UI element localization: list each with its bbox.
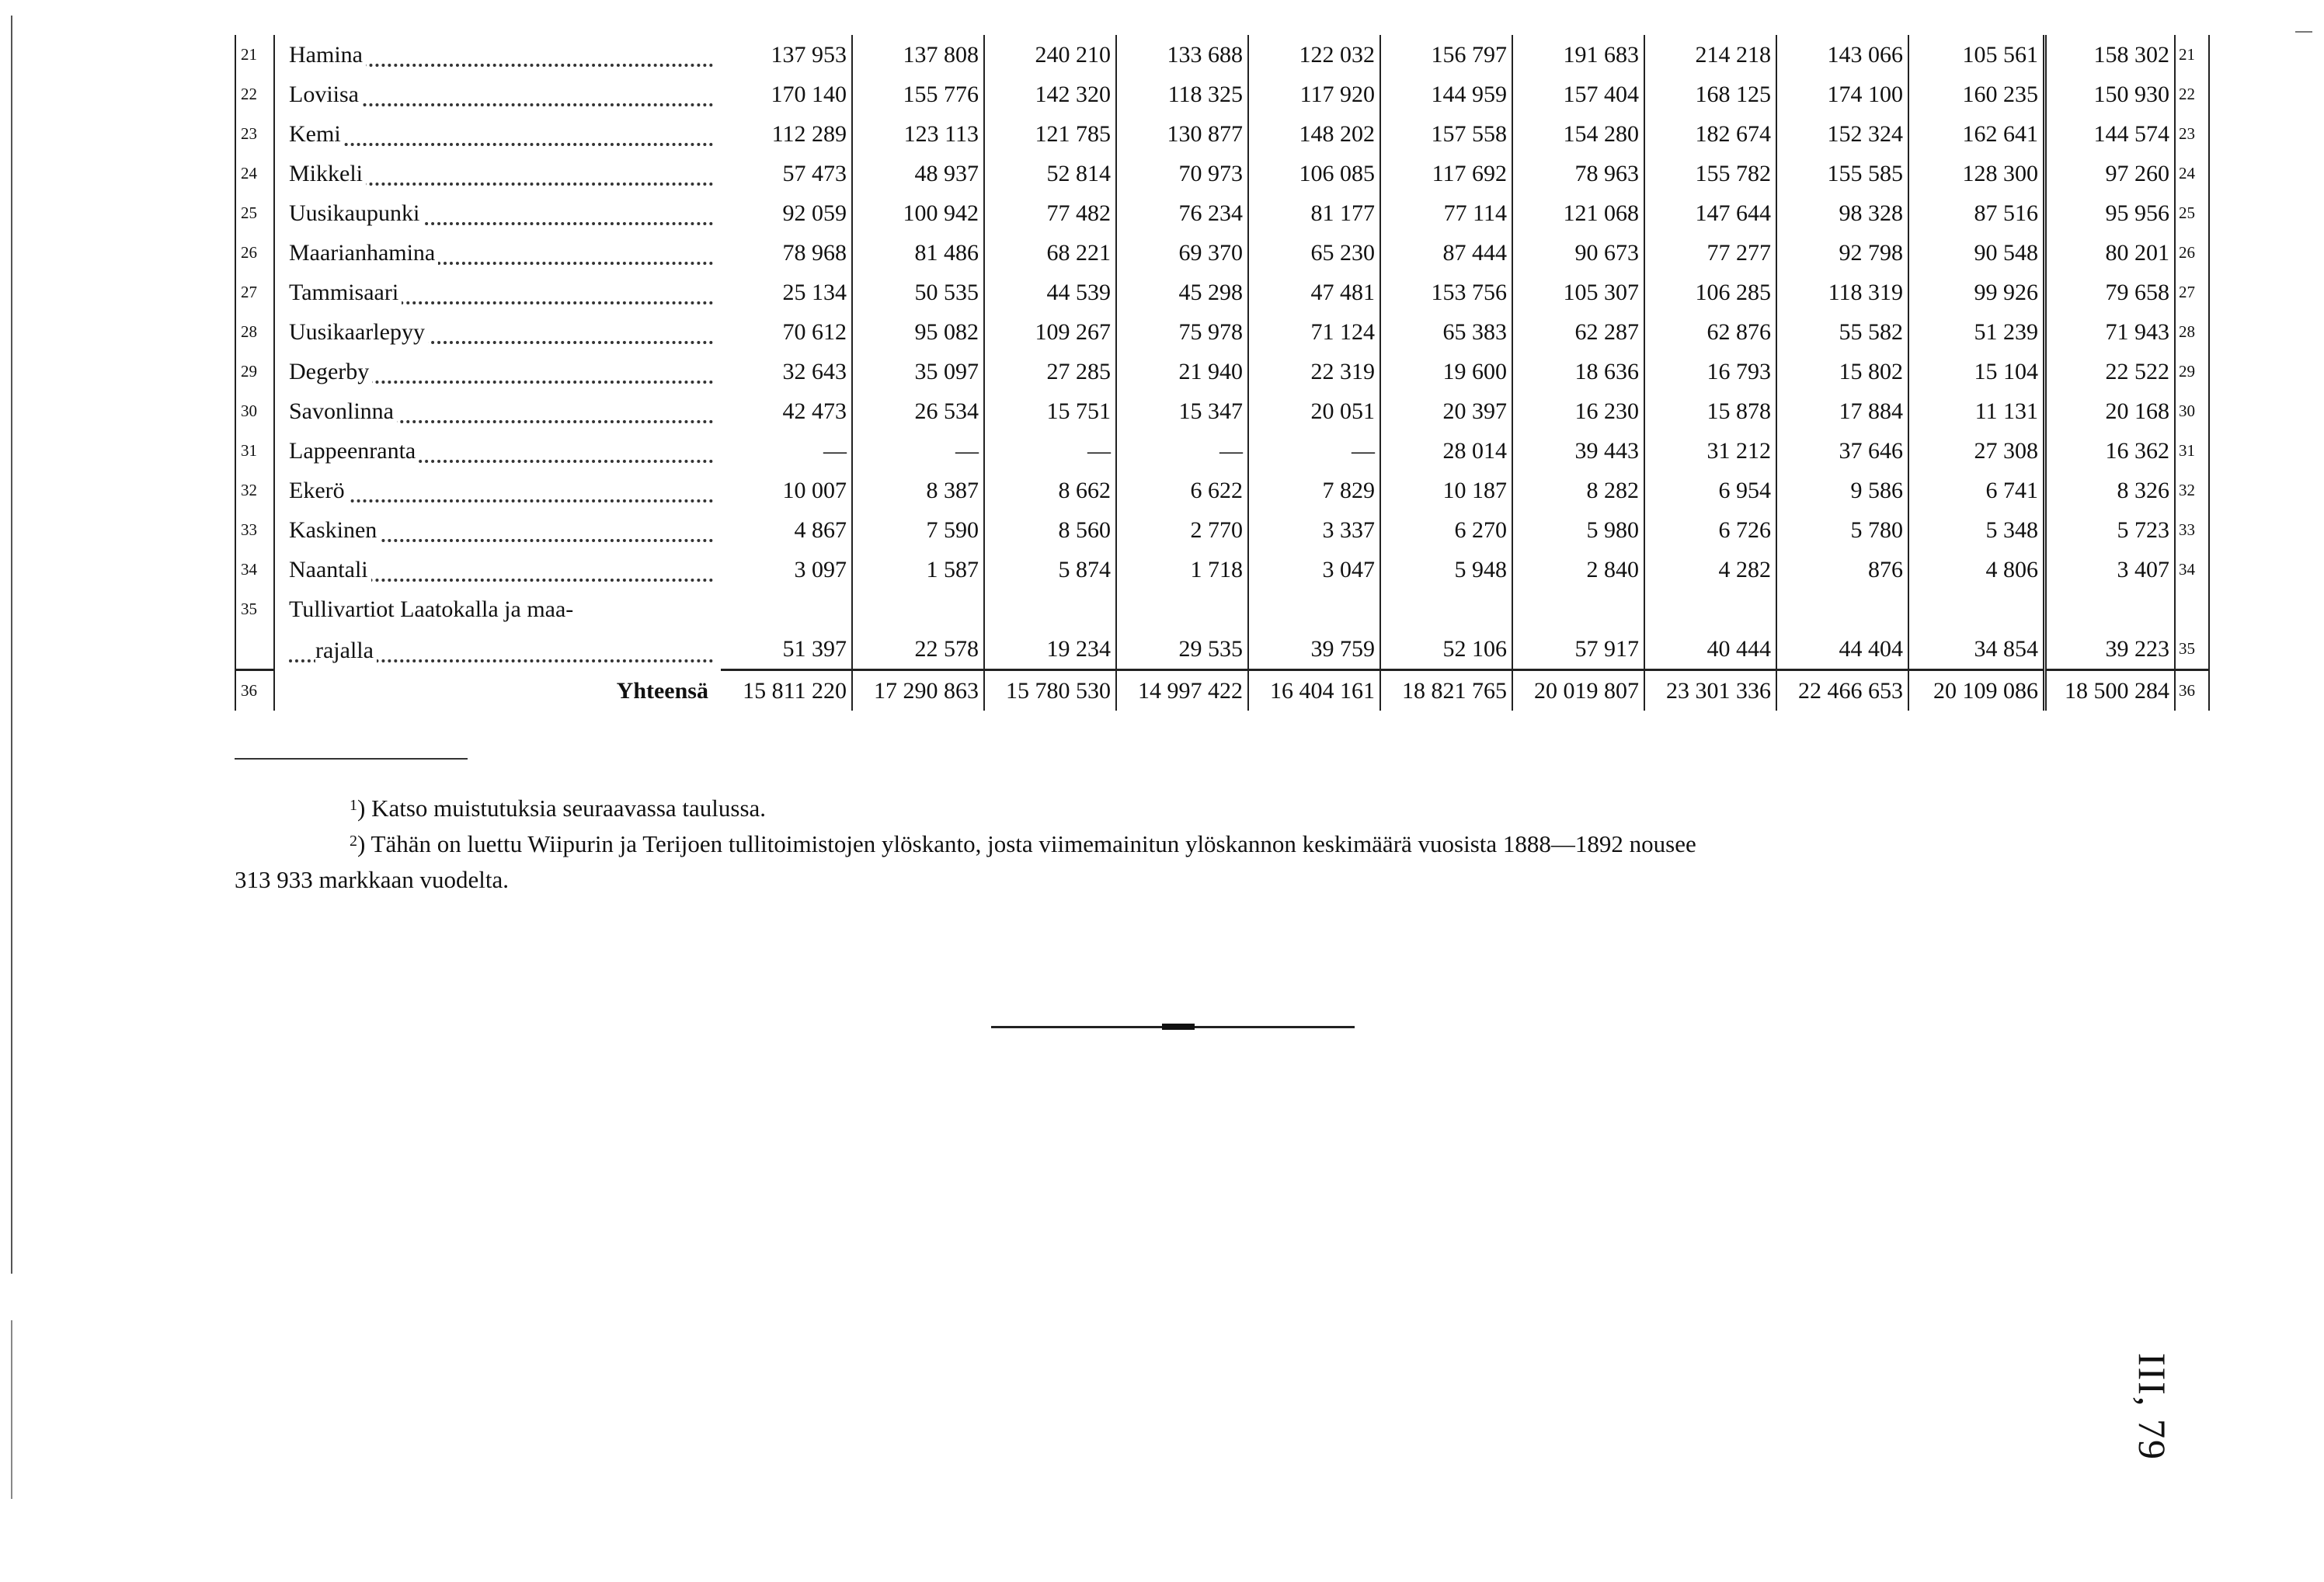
value-cell: 79 658 [2045, 273, 2176, 312]
value-cell: 122 032 [1248, 35, 1380, 75]
value-cell: 118 319 [1776, 273, 1908, 312]
value-cell: 3 337 [1248, 510, 1380, 550]
value-cell: 144 959 [1380, 75, 1512, 114]
value-cell: 81 486 [852, 233, 984, 273]
value-cell: 70 973 [1116, 154, 1248, 193]
value-cell: 154 280 [1512, 114, 1644, 154]
value-cell: 147 644 [1644, 193, 1776, 233]
footnote-separator [235, 758, 468, 760]
place-name: Savonlinna [289, 398, 397, 424]
row-number-right: 26 [2175, 233, 2209, 273]
place-name-cell [274, 431, 721, 471]
empty-cell [1248, 589, 1380, 629]
place-name: rajalla [315, 638, 377, 663]
row-number-right: 31 [2175, 431, 2209, 471]
row-number: 33 [235, 510, 274, 550]
table-row [235, 510, 2209, 550]
empty-cell [1380, 589, 1512, 629]
value-cell: 4 806 [1908, 550, 2045, 589]
value-cell: 81 177 [1248, 193, 1380, 233]
place-name: Yhteensä [616, 678, 708, 704]
value-cell: 4 282 [1644, 550, 1776, 589]
row-number-right: 35 [2175, 629, 2209, 670]
value-cell: 6 954 [1644, 471, 1776, 510]
value-cell: 20 051 [1248, 391, 1380, 431]
value-cell: 34 854 [1908, 629, 2045, 670]
scan-edge-line [11, 1320, 12, 1499]
value-cell: 174 100 [1776, 75, 1908, 114]
value-cell: 62 287 [1512, 312, 1644, 352]
empty-cell [721, 589, 852, 629]
table-row [235, 35, 2209, 75]
row-number-right: 27 [2175, 273, 2209, 312]
value-cell: 20 168 [2045, 391, 2176, 431]
value-cell: 15 347 [1116, 391, 1248, 431]
value-cell: 80 201 [2045, 233, 2176, 273]
value-cell: 70 612 [721, 312, 852, 352]
value-cell: 75 978 [1116, 312, 1248, 352]
table-row [235, 391, 2209, 431]
value-cell: 92 798 [1776, 233, 1908, 273]
value-cell: 77 114 [1380, 193, 1512, 233]
place-name-cell [274, 510, 721, 550]
place-name: Uusikaarlepyy [289, 319, 428, 345]
table-row [235, 431, 2209, 471]
value-cell: 39 759 [1248, 629, 1380, 670]
value-cell: 155 782 [1644, 154, 1776, 193]
value-cell: 15 811 220 [721, 670, 852, 711]
value-cell: 168 125 [1644, 75, 1776, 114]
value-cell: 128 300 [1908, 154, 2045, 193]
value-cell: 876 [1776, 550, 1908, 589]
value-cell: 5 348 [1908, 510, 2045, 550]
value-cell: 87 516 [1908, 193, 2045, 233]
total-row [235, 670, 2209, 711]
table-row [235, 273, 2209, 312]
place-name-cell [274, 391, 721, 431]
value-cell: 15 780 530 [984, 670, 1116, 711]
empty-cell [1116, 589, 1248, 629]
place-name: Naantali [289, 557, 371, 582]
value-cell: 57 473 [721, 154, 852, 193]
footnote-mark: 1 [350, 797, 357, 814]
value-cell: 17 290 863 [852, 670, 984, 711]
empty-cell [1908, 589, 2045, 629]
value-cell: 51 397 [721, 629, 852, 670]
value-cell: 105 561 [1908, 35, 2045, 75]
value-cell: 17 884 [1776, 391, 1908, 431]
value-cell: 155 585 [1776, 154, 1908, 193]
value-cell: 95 956 [2045, 193, 2176, 233]
row-number-right: 30 [2175, 391, 2209, 431]
value-cell: 170 140 [721, 75, 852, 114]
value-cell: 148 202 [1248, 114, 1380, 154]
value-cell: 7 590 [852, 510, 984, 550]
value-cell: 22 522 [2045, 352, 2176, 391]
value-cell: — [1248, 431, 1380, 471]
value-cell: 27 285 [984, 352, 1116, 391]
value-cell: 8 560 [984, 510, 1116, 550]
value-cell: 100 942 [852, 193, 984, 233]
row-number: 24 [235, 154, 274, 193]
place-name: Loviisa [289, 82, 362, 107]
empty-cell [1776, 589, 1908, 629]
value-cell: 18 821 765 [1380, 670, 1512, 711]
value-cell: 214 218 [1644, 35, 1776, 75]
value-cell: 52 106 [1380, 629, 1512, 670]
row-number-right: 25 [2175, 193, 2209, 233]
row-number: 23 [235, 114, 274, 154]
footnote-mark: 2 [350, 833, 357, 850]
value-cell: 16 793 [1644, 352, 1776, 391]
value-cell: 32 643 [721, 352, 852, 391]
row-number: 31 [235, 431, 274, 471]
value-cell: 26 534 [852, 391, 984, 431]
value-cell: 65 230 [1248, 233, 1380, 273]
value-cell: 39 223 [2045, 629, 2176, 670]
place-name: Mikkeli [289, 161, 366, 186]
place-name-cell [274, 35, 721, 75]
row-number-right: 33 [2175, 510, 2209, 550]
value-cell: 69 370 [1116, 233, 1248, 273]
footnote-1 [235, 791, 2114, 826]
customs-revenue-table [235, 35, 2210, 711]
value-cell: 153 756 [1380, 273, 1512, 312]
table-row [235, 352, 2209, 391]
value-cell: 191 683 [1512, 35, 1644, 75]
row-number: 29 [235, 352, 274, 391]
value-cell: 11 131 [1908, 391, 2045, 431]
row-number-right: 36 [2175, 670, 2209, 711]
table-row [235, 233, 2209, 273]
value-cell: 130 877 [1116, 114, 1248, 154]
value-cell: 37 646 [1776, 431, 1908, 471]
empty-cell [852, 589, 984, 629]
table-row [235, 154, 2209, 193]
place-name-cell [274, 312, 721, 352]
value-cell: 16 230 [1512, 391, 1644, 431]
value-cell: 15 104 [1908, 352, 2045, 391]
value-cell: 162 641 [1908, 114, 2045, 154]
place-name-cell [274, 629, 721, 670]
place-name: Kemi [289, 121, 344, 147]
value-cell: 144 574 [2045, 114, 2176, 154]
value-cell: 15 802 [1776, 352, 1908, 391]
table-row [235, 589, 2209, 629]
table-row [235, 114, 2209, 154]
value-cell: 97 260 [2045, 154, 2176, 193]
value-cell: 7 829 [1248, 471, 1380, 510]
value-cell: 62 876 [1644, 312, 1776, 352]
place-name: Hamina [289, 42, 366, 68]
value-cell: 137 953 [721, 35, 852, 75]
value-cell: 121 785 [984, 114, 1116, 154]
value-cell: — [721, 431, 852, 471]
value-cell: 155 776 [852, 75, 984, 114]
value-cell: 123 113 [852, 114, 984, 154]
place-name-cell [274, 273, 721, 312]
value-cell: 9 586 [1776, 471, 1908, 510]
value-cell: 240 210 [984, 35, 1116, 75]
value-cell: 4 867 [721, 510, 852, 550]
value-cell: 77 277 [1644, 233, 1776, 273]
value-cell: 65 383 [1380, 312, 1512, 352]
empty-cell [1644, 589, 1776, 629]
value-cell: 52 814 [984, 154, 1116, 193]
place-name-cell [274, 589, 721, 629]
value-cell: 44 404 [1776, 629, 1908, 670]
value-cell: 6 622 [1116, 471, 1248, 510]
value-cell: 45 298 [1116, 273, 1248, 312]
value-cell: 95 082 [852, 312, 984, 352]
value-cell: 6 741 [1908, 471, 2045, 510]
value-cell: 20 109 086 [1908, 670, 2045, 711]
footnote-text: ) Katso muistutuksia seuraavassa taulussa. [357, 794, 767, 822]
leader-dots [289, 499, 713, 502]
value-cell: 21 940 [1116, 352, 1248, 391]
value-cell: 71 943 [2045, 312, 2176, 352]
value-cell: 8 282 [1512, 471, 1644, 510]
value-cell: 5 780 [1776, 510, 1908, 550]
place-name: Ekerö [289, 478, 348, 503]
row-number: 27 [235, 273, 274, 312]
value-cell: 156 797 [1380, 35, 1512, 75]
place-name-cell [274, 154, 721, 193]
table-row [235, 193, 2209, 233]
value-cell: 55 582 [1776, 312, 1908, 352]
value-cell: 118 325 [1116, 75, 1248, 114]
place-name: Lappeenranta [289, 438, 419, 464]
value-cell: 143 066 [1776, 35, 1908, 75]
value-cell: 106 285 [1644, 273, 1776, 312]
value-cell: 90 673 [1512, 233, 1644, 273]
value-cell: 77 482 [984, 193, 1116, 233]
value-cell: 150 930 [2045, 75, 2176, 114]
place-name: Kaskinen [289, 517, 380, 543]
value-cell: 28 014 [1380, 431, 1512, 471]
value-cell: 121 068 [1512, 193, 1644, 233]
value-cell: — [852, 431, 984, 471]
value-cell: 98 328 [1776, 193, 1908, 233]
value-cell: 5 948 [1380, 550, 1512, 589]
value-cell: 23 301 336 [1644, 670, 1776, 711]
value-cell: 76 234 [1116, 193, 1248, 233]
value-cell: 157 404 [1512, 75, 1644, 114]
row-number-right: 21 [2175, 35, 2209, 75]
place-name: Tullivartiot Laatokalla ja maa- [289, 596, 576, 622]
value-cell: 27 308 [1908, 431, 2045, 471]
value-cell: 5 723 [2045, 510, 2176, 550]
value-cell: 3 047 [1248, 550, 1380, 589]
value-cell: 112 289 [721, 114, 852, 154]
place-name-cell [274, 114, 721, 154]
value-cell: 3 097 [721, 550, 852, 589]
value-cell: 109 267 [984, 312, 1116, 352]
value-cell: 71 124 [1248, 312, 1380, 352]
value-cell: 48 937 [852, 154, 984, 193]
table-row [235, 471, 2209, 510]
place-name-cell [274, 75, 721, 114]
end-rule-ornament [1162, 1024, 1195, 1030]
value-cell: 39 443 [1512, 431, 1644, 471]
value-cell: 44 539 [984, 273, 1116, 312]
place-name-cell [274, 550, 721, 589]
value-cell: 105 307 [1512, 273, 1644, 312]
value-cell: 78 968 [721, 233, 852, 273]
row-number-right [2175, 589, 2209, 629]
value-cell: 19 234 [984, 629, 1116, 670]
value-cell: 5 980 [1512, 510, 1644, 550]
value-cell: 57 917 [1512, 629, 1644, 670]
value-cell: 10 007 [721, 471, 852, 510]
footnotes [235, 791, 2114, 898]
value-cell: 117 920 [1248, 75, 1380, 114]
value-cell: 20 397 [1380, 391, 1512, 431]
row-number: 32 [235, 471, 274, 510]
row-number-right: 34 [2175, 550, 2209, 589]
place-name: Uusikaupunki [289, 200, 423, 226]
value-cell: 18 636 [1512, 352, 1644, 391]
row-number-right: 28 [2175, 312, 2209, 352]
value-cell: 3 407 [2045, 550, 2176, 589]
table-row [235, 75, 2209, 114]
value-cell: 50 535 [852, 273, 984, 312]
row-number: 26 [235, 233, 274, 273]
footnote-2 [235, 826, 2114, 898]
place-name-cell [274, 670, 721, 711]
place-name: Degerby [289, 359, 372, 384]
value-cell: 158 302 [2045, 35, 2176, 75]
row-number: 36 [235, 670, 274, 711]
value-cell: 157 558 [1380, 114, 1512, 154]
value-cell: 68 221 [984, 233, 1116, 273]
value-cell: 1 587 [852, 550, 984, 589]
place-name-cell [274, 193, 721, 233]
value-cell: 6 270 [1380, 510, 1512, 550]
value-cell: 137 808 [852, 35, 984, 75]
row-number-right: 23 [2175, 114, 2209, 154]
scan-edge-line [11, 16, 12, 1274]
footnote-text: ) Tähän on luettu Wiipurin ja Terijoen tullitoimistojen ylöskanto, josta viimemainitun ylöskannon keskimäärä vuosista 1888—1892 nousee [357, 830, 1696, 857]
row-number-right: 24 [2175, 154, 2209, 193]
value-cell: 2 840 [1512, 550, 1644, 589]
table-row [235, 629, 2209, 670]
empty-cell [2045, 589, 2176, 629]
value-cell: 1 718 [1116, 550, 1248, 589]
value-cell: 152 324 [1776, 114, 1908, 154]
value-cell: 22 466 653 [1776, 670, 1908, 711]
row-number: 21 [235, 35, 274, 75]
value-cell: 14 997 422 [1116, 670, 1248, 711]
value-cell: 117 692 [1380, 154, 1512, 193]
value-cell: 51 239 [1908, 312, 2045, 352]
value-cell: 8 387 [852, 471, 984, 510]
value-cell: 99 926 [1908, 273, 2045, 312]
value-cell: 20 019 807 [1512, 670, 1644, 711]
value-cell: 42 473 [721, 391, 852, 431]
value-cell: 87 444 [1380, 233, 1512, 273]
row-number [235, 629, 274, 670]
row-number: 22 [235, 75, 274, 114]
empty-cell [1512, 589, 1644, 629]
scan-mark [2295, 31, 2312, 33]
value-cell: 29 535 [1116, 629, 1248, 670]
value-cell: 35 097 [852, 352, 984, 391]
value-cell: 142 320 [984, 75, 1116, 114]
place-name-cell [274, 471, 721, 510]
value-cell: 8 662 [984, 471, 1116, 510]
value-cell: 18 500 284 [2045, 670, 2176, 711]
place-name-cell [274, 352, 721, 391]
row-number: 30 [235, 391, 274, 431]
value-cell: 25 134 [721, 273, 852, 312]
value-cell: 90 548 [1908, 233, 2045, 273]
value-cell: 22 578 [852, 629, 984, 670]
value-cell: 19 600 [1380, 352, 1512, 391]
value-cell: 106 085 [1248, 154, 1380, 193]
row-number: 34 [235, 550, 274, 589]
page-number: III, 79 [2131, 1353, 2174, 1461]
value-cell: 31 212 [1644, 431, 1776, 471]
value-cell: 10 187 [1380, 471, 1512, 510]
place-name-cell [274, 233, 721, 273]
place-name: Tammisaari [289, 280, 402, 305]
footnote-continuation: 313 933 markkaan vuodelta. [235, 866, 509, 893]
row-number: 25 [235, 193, 274, 233]
row-number-right: 22 [2175, 75, 2209, 114]
value-cell: 6 726 [1644, 510, 1776, 550]
value-cell: 15 878 [1644, 391, 1776, 431]
value-cell: — [984, 431, 1116, 471]
value-cell: 5 874 [984, 550, 1116, 589]
value-cell: 22 319 [1248, 352, 1380, 391]
table-row [235, 312, 2209, 352]
value-cell: 16 362 [2045, 431, 2176, 471]
table-row [235, 550, 2209, 589]
value-cell: 78 963 [1512, 154, 1644, 193]
row-number-right: 29 [2175, 352, 2209, 391]
value-cell: — [1116, 431, 1248, 471]
value-cell: 47 481 [1248, 273, 1380, 312]
value-cell: 133 688 [1116, 35, 1248, 75]
value-cell: 2 770 [1116, 510, 1248, 550]
value-cell: 182 674 [1644, 114, 1776, 154]
value-cell: 15 751 [984, 391, 1116, 431]
value-cell: 40 444 [1644, 629, 1776, 670]
value-cell: 92 059 [721, 193, 852, 233]
value-cell: 160 235 [1908, 75, 2045, 114]
empty-cell [984, 589, 1116, 629]
row-number: 28 [235, 312, 274, 352]
leader-dots [289, 143, 713, 146]
place-name: Maarianhamina [289, 240, 438, 266]
row-number-right: 32 [2175, 471, 2209, 510]
row-number: 35 [235, 589, 274, 629]
value-cell: 8 326 [2045, 471, 2176, 510]
value-cell: 16 404 161 [1248, 670, 1380, 711]
